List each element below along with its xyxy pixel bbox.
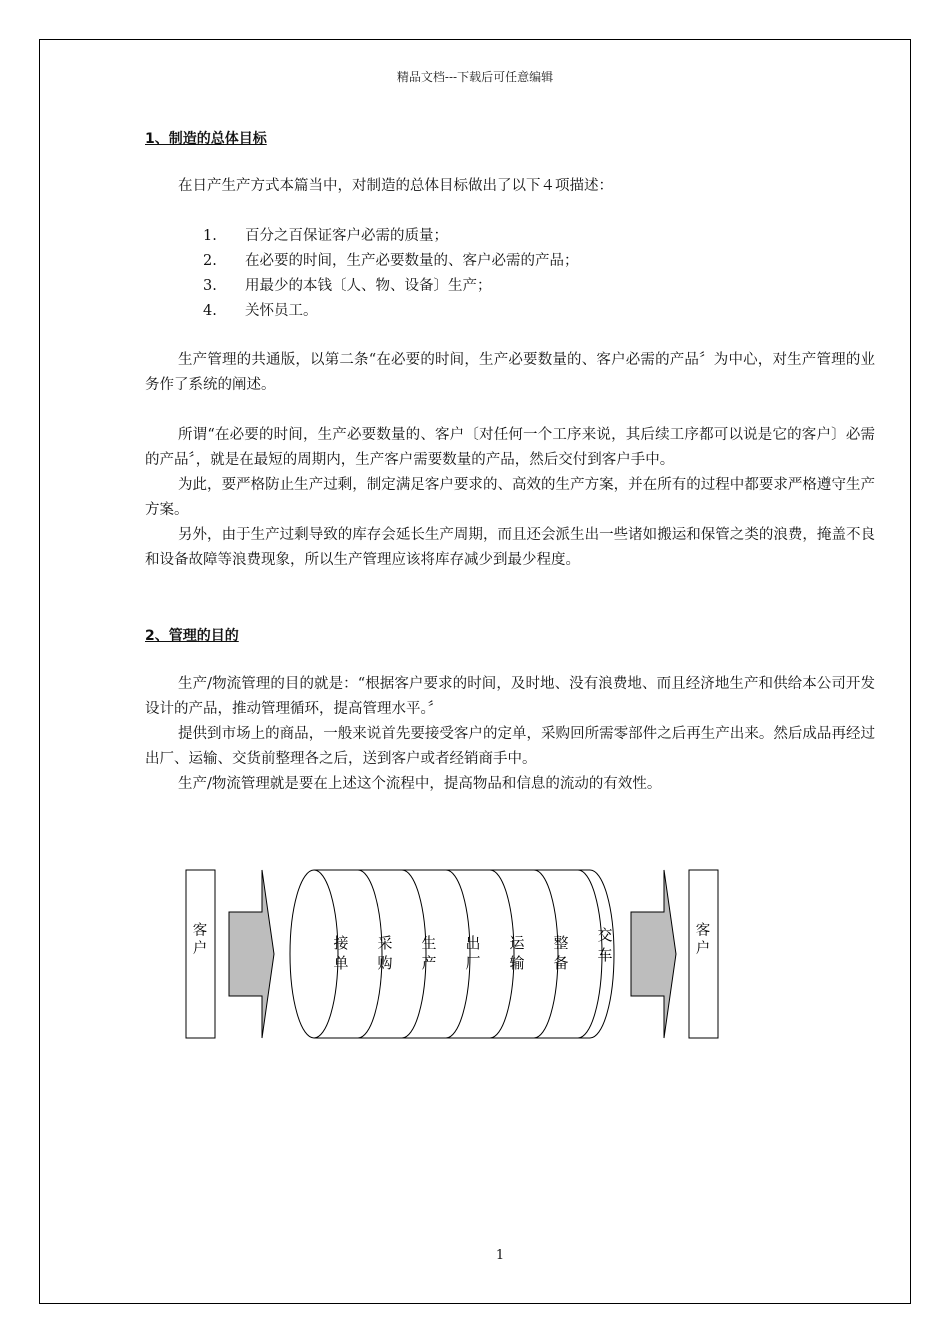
customer-left-char: 户: [192, 941, 208, 957]
stage-label: 出: [465, 934, 481, 952]
stage-label: 购: [377, 954, 393, 972]
paragraph: 生产/物流管理的目的就是：“根据客户要求的时间，及时地、没有浪费地、而且经济地生产和供给本公司开发设计的产品，推动管理循环，提高管理水平。〞: [145, 676, 875, 717]
list-number: 3.: [203, 278, 217, 294]
cylinder-front-face: [290, 870, 338, 1038]
paragraph: 生产管理的共通版，以第二条“在必要的时间，生产必要数量的、客户必需的产品〞为中心，对生产管理的业务作了系统的阐述。: [145, 352, 875, 393]
stage-label: 生: [421, 934, 437, 952]
section1-title: 1、制造的总体目标: [145, 131, 267, 147]
customer-right-char: 客: [695, 923, 711, 939]
stage-label: 厂: [465, 954, 481, 972]
customer-right-char: 户: [695, 941, 711, 957]
list-text: 用最少的本钱〔人、物、设备〕生产；: [245, 278, 492, 294]
stage-label: 产: [421, 954, 437, 972]
flow-arrow-right: [631, 870, 676, 1038]
stage-label: 交: [597, 926, 613, 944]
section1-intro: 在日产生产方式本篇当中，对制造的总体目标做出了以下４项描述：: [178, 178, 613, 194]
stage-label: 运: [509, 934, 525, 952]
stage-label: 备: [553, 954, 569, 972]
page-number: 1: [495, 1248, 505, 1263]
stage-label: 接: [333, 934, 349, 952]
list-text: 在必要的时间，生产必要数量的、客户必需的产品；: [245, 253, 579, 269]
stage-label: 采: [377, 934, 393, 952]
stage-label: 整: [553, 934, 569, 952]
stage-label: 车: [597, 946, 613, 964]
flow-arrow-left: [229, 870, 274, 1038]
cylinder-body: [314, 870, 614, 1038]
customer-left-char: 客: [192, 923, 208, 939]
paragraph: 生产/物流管理就是要在上述这个流程中，提高物品和信息的流动的有效性。: [178, 776, 662, 792]
paragraph: 所谓“在必要的时间，生产必要数量的、客户〔对任何一个工序来说，其后续工序都可以说是它的客户〕必需的产品〞，就是在最短的周期内，生产客户需要数量的产品，然后交付到客户手中。: [145, 427, 875, 468]
list-number: 4.: [203, 303, 217, 319]
paragraph: 另外，由于生产过剩导致的库存会延长生产周期，而且还会派生出一些诸如搬运和保管之类的浪费，掩盖不良和设备故障等浪费现象，所以生产管理应该将库存减少到最少程度。: [145, 527, 875, 568]
list-number: 1.: [203, 228, 217, 244]
list-number: 2.: [203, 253, 217, 269]
paragraph: 提供到市场上的商品，一般来说首先要接受客户的定单，采购回所需零部件之后再生产出来。然后成品再经过出厂、运输、交货前整理各之后，送到客户或者经销商手中。: [145, 726, 875, 767]
process-cylinder: [290, 870, 614, 1038]
stage-label: 输: [509, 954, 525, 972]
stage-label: 单: [333, 954, 349, 972]
list-text: 关怀员工。: [245, 303, 318, 319]
list-text: 百分之百保证客户必需的质量；: [245, 228, 448, 244]
paragraph: 为此，要严格防止生产过剩，制定满足客户要求的、高效的生产方案，并在所有的过程中都要求严格遵守生产方案。: [145, 477, 875, 518]
page-header: 精品文档---下载后可任意编辑: [396, 70, 554, 84]
section2-title: 2、管理的目的: [145, 628, 239, 644]
